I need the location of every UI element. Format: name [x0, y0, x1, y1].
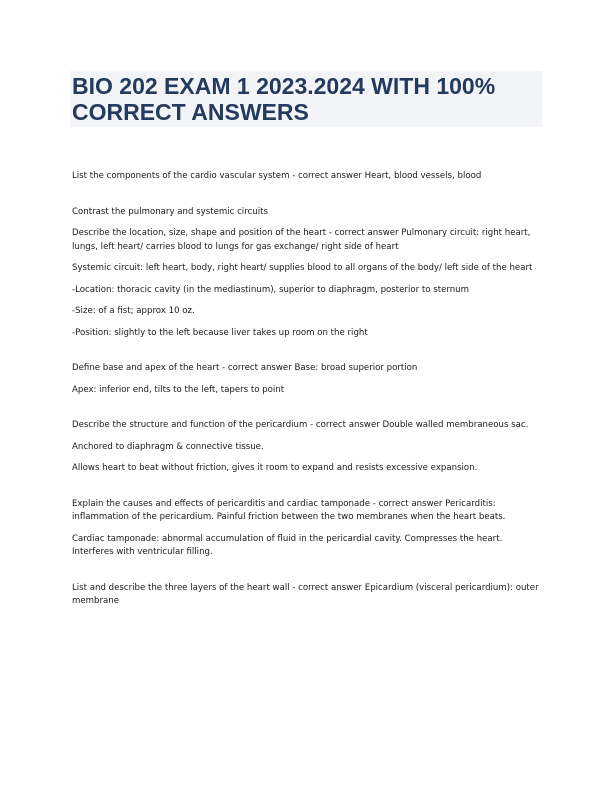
qa-paragraph: Describe the location, size, shape and position of the heart - correct answer Pulmonary circuit: right heart, lungs, left heart/ carries blood to lungs for gas exchange/ right side of heart	[72, 228, 531, 252]
section-gap	[72, 192, 542, 206]
section-gap	[72, 568, 542, 582]
qa-paragraph: Explain the causes and effects of pericarditis and cardiac tamponade - correct answer Pericarditis: inflammation of the pericardium. Painful friction between the two membranes when the heart beats.	[72, 498, 506, 522]
qa-paragraph: List and describe the three layers of the heart wall - correct answer Epicardium (visceral pericardium): outer membrane	[72, 582, 539, 606]
section-gap	[72, 484, 542, 498]
qa-paragraph: Apex: inferior end, tilts to the left, tapers to point	[72, 384, 285, 395]
qa-paragraph: -Location: thoracic cavity (in the mediastinum), superior to diaphragm, posterior to sternum	[72, 284, 470, 295]
qa-paragraph: Systemic circuit: left heart, body, right heart/ supplies blood to all organs of the body/ left side of the heart	[72, 263, 533, 273]
qa-paragraph: Contrast the pulmonary and systemic circuits	[72, 206, 268, 217]
qa-paragraph: Allows heart to beat without friction, gives it room to expand and resists excessive expansion.	[72, 463, 478, 473]
qa-paragraph: Describe the structure and function of the pericardium - correct answer Double walled membraneous sac.	[72, 420, 529, 430]
document-title	[72, 73, 495, 125]
qa-paragraph: -Size: of a fist; approx 10 oz.	[72, 306, 195, 316]
qa-paragraph: Cardiac tamponade: abnormal accumulation of fluid in the pericardial cavity. Compresses the heart. Interferes with ventricular filling.	[72, 533, 503, 557]
qa-paragraph: Anchored to diaphragm & connective tissue.	[72, 441, 264, 452]
qa-paragraph: -Position: slightly to the left because liver takes up room on the right	[72, 327, 368, 338]
section-gap	[72, 348, 542, 362]
title-line-1: BIO 202 EXAM 1 2023.2024 WITH 100%	[72, 73, 496, 99]
qa-paragraph: List the components of the cardio vascular system - correct answer Heart, blood vessels, blood	[72, 171, 482, 181]
section-gap	[72, 405, 542, 419]
title-line-2: CORRECT ANSWERS	[72, 99, 309, 125]
title-block	[70, 71, 542, 127]
document-body	[72, 170, 542, 617]
qa-paragraph: Define base and apex of the heart - correct answer Base: broad superior portion	[72, 363, 418, 373]
